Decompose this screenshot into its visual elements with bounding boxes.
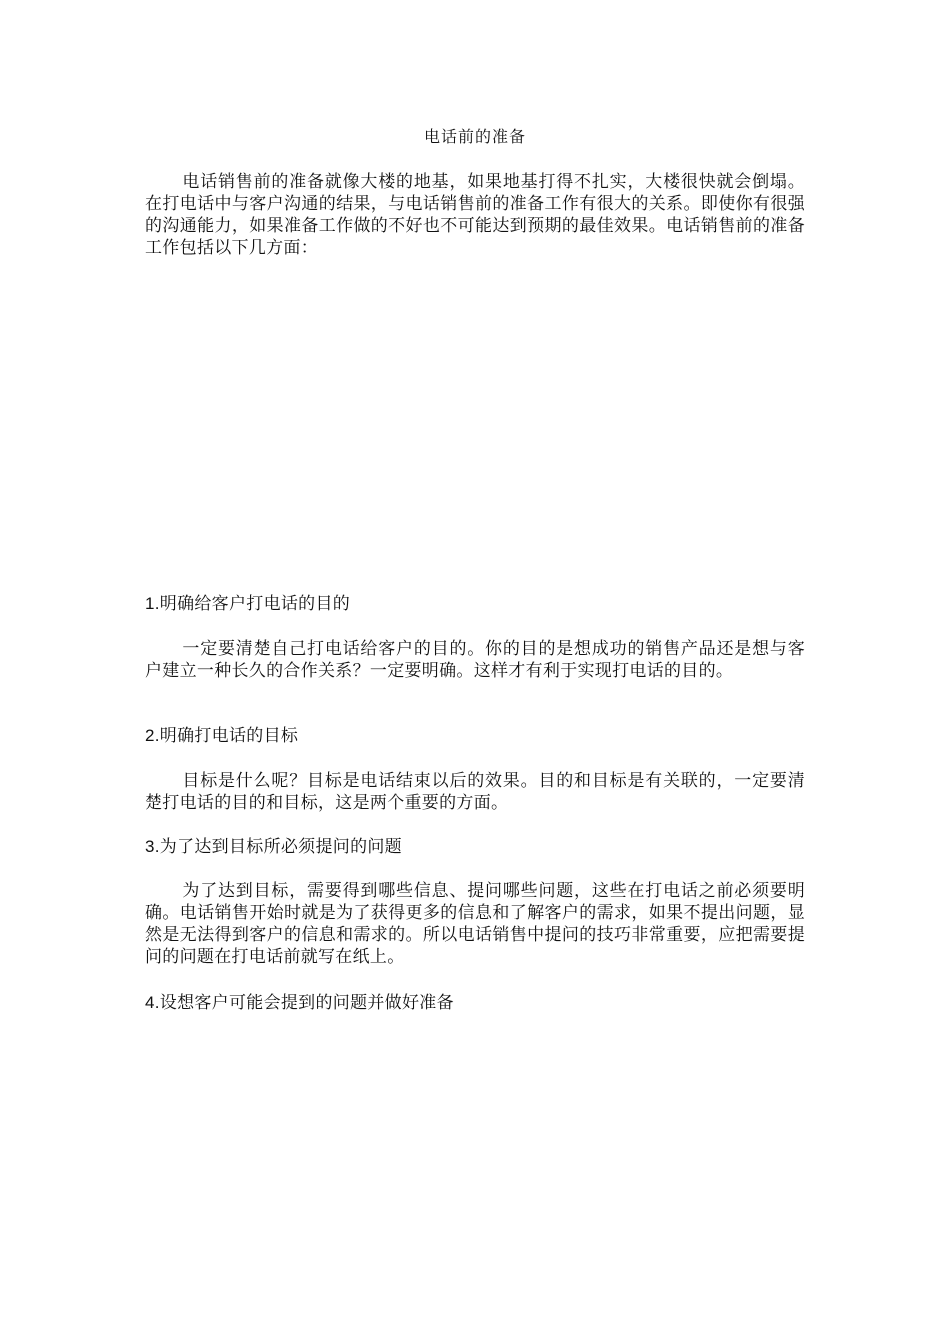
section-number: 4.	[145, 993, 160, 1012]
section-number: 2.	[145, 726, 160, 745]
section-heading-text: 明确打电话的目标	[159, 726, 299, 746]
section-heading-text: 明确给客户打电话的目的	[159, 594, 351, 614]
section-body-2: 目标是什么呢？目标是电话结束以后的效果。目的和目标是有关联的，一定要清楚打电话的目的和目标，这是两个重要的方面。	[145, 771, 805, 813]
section-heading-1	[145, 593, 805, 615]
section-number: 1.	[145, 594, 160, 613]
section-heading-2	[145, 725, 805, 747]
document-title: 电话前的准备	[423, 127, 526, 146]
section-heading-text: 设想客户可能会提到的问题并做好准备	[159, 993, 454, 1013]
section-body-1: 一定要清楚自己打电话给客户的目的。你的目的是想成功的销售产品还是想与客户建立一种长久的合作关系？一定要明确。这样才有利于实现打电话的目的。	[145, 639, 805, 681]
section-number: 3.	[145, 837, 160, 856]
intro-paragraph: 电话销售前的准备就像大楼的地基，如果地基打得不扎实，大楼很快就会倒塌。在打电话中与客户沟通的结果，与电话销售前的准备工作有很大的关系。即使你有很强的沟通能力，如果准备工作做的不好也不可能达到预期的最佳效果。电话销售前的准备工作包括以下几方面：	[145, 172, 805, 258]
section-heading-3	[145, 836, 805, 858]
section-heading-text: 为了达到目标所必须提问的问题	[159, 837, 402, 857]
section-heading-4	[145, 992, 805, 1014]
section-body-3: 为了达到目标，需要得到哪些信息、提问哪些问题，这些在打电话之前必须要明确。电话销售开始时就是为了获得更多的信息和了解客户的需求，如果不提出问题，显然是无法得到客户的信息和需求的。所以电话销售中提问的技巧非常重要，应把需要提问的问题在打电话前就写在纸上。	[145, 881, 805, 967]
